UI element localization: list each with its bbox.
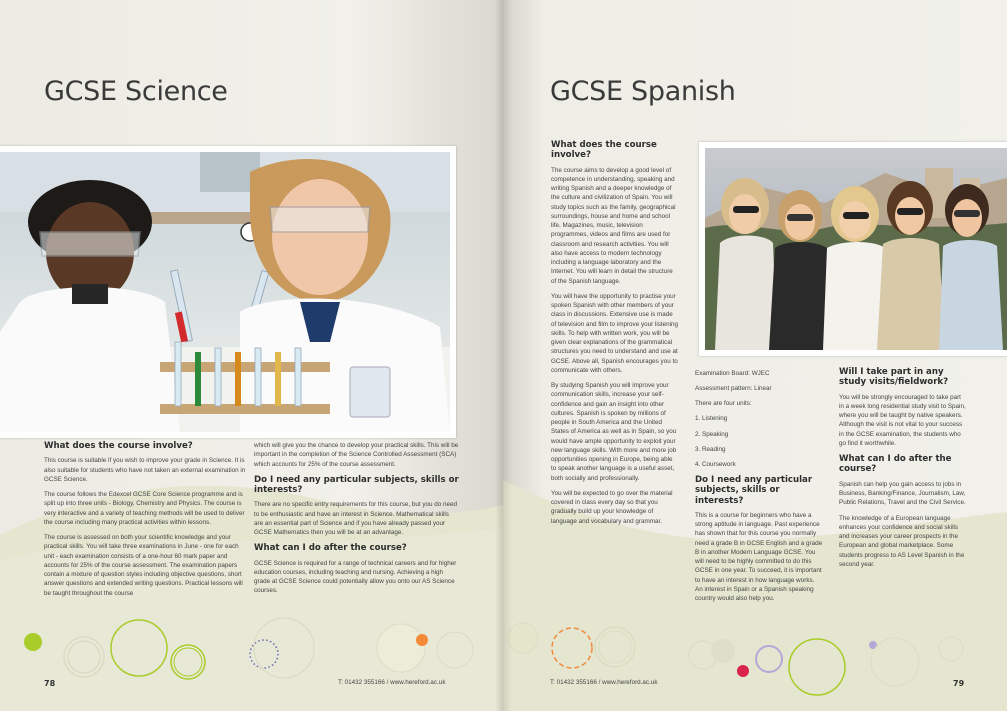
paragraph: which will give you the chance to develop your practical skills. This will be important in the completion of the Science Controlled Assessment (SCA) which accounts for 25% of the course assessment. [254, 442, 459, 468]
right-page [503, 0, 1007, 711]
spanish-students-photo [699, 142, 1007, 356]
section-heading: What can I do after the course? [254, 543, 407, 554]
right-column [254, 441, 459, 602]
paragraph: There are no specific entry requirements for this course, but you do need to be enthusiastic and have an interest in Science. Mathematical skills are an essential part of Science and if you have already passed your GCSE Mathematics then you will be at an advantage. [254, 501, 458, 537]
left-column [44, 441, 246, 604]
decorative-circles [0, 590, 503, 680]
paragraph: This is a course for beginners who have a strong aptitude in language. Past experience has shown that for this course you normally need a grade B in GCSE English and a grade B in another Modern Language GCSE. You will need to be highly committed to do this GCSE in one year. To succeed, it is important to have an interest in how language works. An interest in Spain or a Spanish speaking country would also help you. [695, 511, 823, 603]
page-number: 78 [44, 679, 56, 688]
units-intro: There are four units: [695, 400, 752, 408]
section-heading: Do I need any particular subjects, skills or interests? [695, 474, 813, 506]
paragraph: You will be expected to go over the material covered in class every day so that you gradually build up your knowledge of language and vocabulary and grammar. [551, 489, 673, 525]
section-heading: What can I do after the course? [839, 454, 952, 475]
paragraph: The course is assessed on both your scientific knowledge and your practical skills. You will take three examinations in June - one for each unit - each examination consists of a one-hour 60 mark paper and accounts for 25% of the course assessment. The examination papers contain a mixture of question styles including objective questions, short answer questions and extended writing questions. Practical lessons will be taught throughout the course [44, 534, 243, 597]
visits-column [839, 367, 967, 575]
page-title: GCSE Spanish [550, 76, 736, 107]
left-page [0, 0, 503, 711]
paragraph: GCSE Science is required for a range of technical careers and for higher education courses, including teaching and nursing. Achieving a high grade at GCSE Science could potentially allow you onto our AS Science courses. [254, 559, 457, 595]
paragraph: You will be strongly encouraged to take part in a week long residential study visit to Spain, where you will be taught by native speakers. Although the visit is not vital to your success in the GCSE examination, the students who go find it worthwhile. [839, 393, 966, 447]
section-heading: What does the course involve? [44, 441, 193, 451]
involve-column [551, 140, 679, 532]
decorative-circles [503, 605, 1007, 705]
section-heading: What does the course involve? [551, 140, 657, 161]
paragraph: Spanish can help you gain access to jobs in Business, Banking/Finance, Journalism, Law, Public Relations, Travel and the Civil Service. [839, 480, 966, 507]
contact-info: T: 01432 355166 / www.hereford.ac.uk [338, 679, 446, 686]
page-number: 79 [953, 679, 965, 688]
paragraph: The course aims to develop a good level of competence in understanding, speaking and writing Spanish and a deeper knowledge of the culture and civilization of Spain. You will study topics such as the family, geographical surroundings, house and home and school life. Magazines, music, television programmes, videos and films are used for classroom and research activities. You will also have access to modern technology including a language laboratory and the Internet. You will learn in detail the structure of the Spanish language. [551, 166, 676, 285]
unit-item: 2. Speaking [695, 430, 729, 438]
exam-board: Examination Board: WJEC [695, 370, 770, 377]
unit-item: 1. Listening [695, 415, 728, 423]
exam-column [695, 369, 823, 609]
page-title: GCSE Science [44, 76, 228, 107]
paragraph: You will have the opportunity to practise your spoken Spanish with other members of your class in discussions. Extensive use is made of television and film to improve your listening skills. To help with written work, you will be given clear explanations of the grammatical structures you need to understand and use at GCSE. Above all, Spanish encourages you to communicate with others. [551, 292, 679, 374]
paragraph: This course is suitable if you wish to improve your grade in Science. It is also suitable for students who have not taken an external examination in GCSE Science. [44, 457, 246, 483]
paragraph: The course follows the Edexcel GCSE Core Science programme and is split up into three units - Biology, Chemistry and Physics. The course is very interactive and a variety of teaching methods will be used to deliver the course including many practical activities within lessons. [44, 491, 245, 526]
section-heading: Will I take part in any study visits/fieldwork? [839, 367, 949, 388]
contact-info: T: 01432 355166 / www.hereford.ac.uk [550, 679, 658, 686]
science-students-photo [0, 146, 456, 438]
assessment-pattern: Assessment pattern: Linear [695, 385, 772, 393]
paragraph: The knowledge of a European language enhances your confidence and social skills and increases your career prospects in the European and global marketplace. Some students progress to AS Level Spanish in the second year. [839, 514, 965, 568]
paragraph: By studying Spanish you will improve your communication skills, increase your self-confidence and gain an insight into other cultures. Spanish is spoken by millions of people in South America and the United States of America as well as in Spain, so you would have ample opportunity to exploit your new language skills. With more and more job opportunities opening in Europe, being able to speak another language is a useful asset, both socially and professionally. [551, 382, 677, 482]
unit-item: 3. Reading [695, 445, 726, 453]
section-heading: Do I need any particular subjects, skills or interests? [254, 474, 459, 496]
unit-item: 4. Coursework [695, 460, 736, 468]
